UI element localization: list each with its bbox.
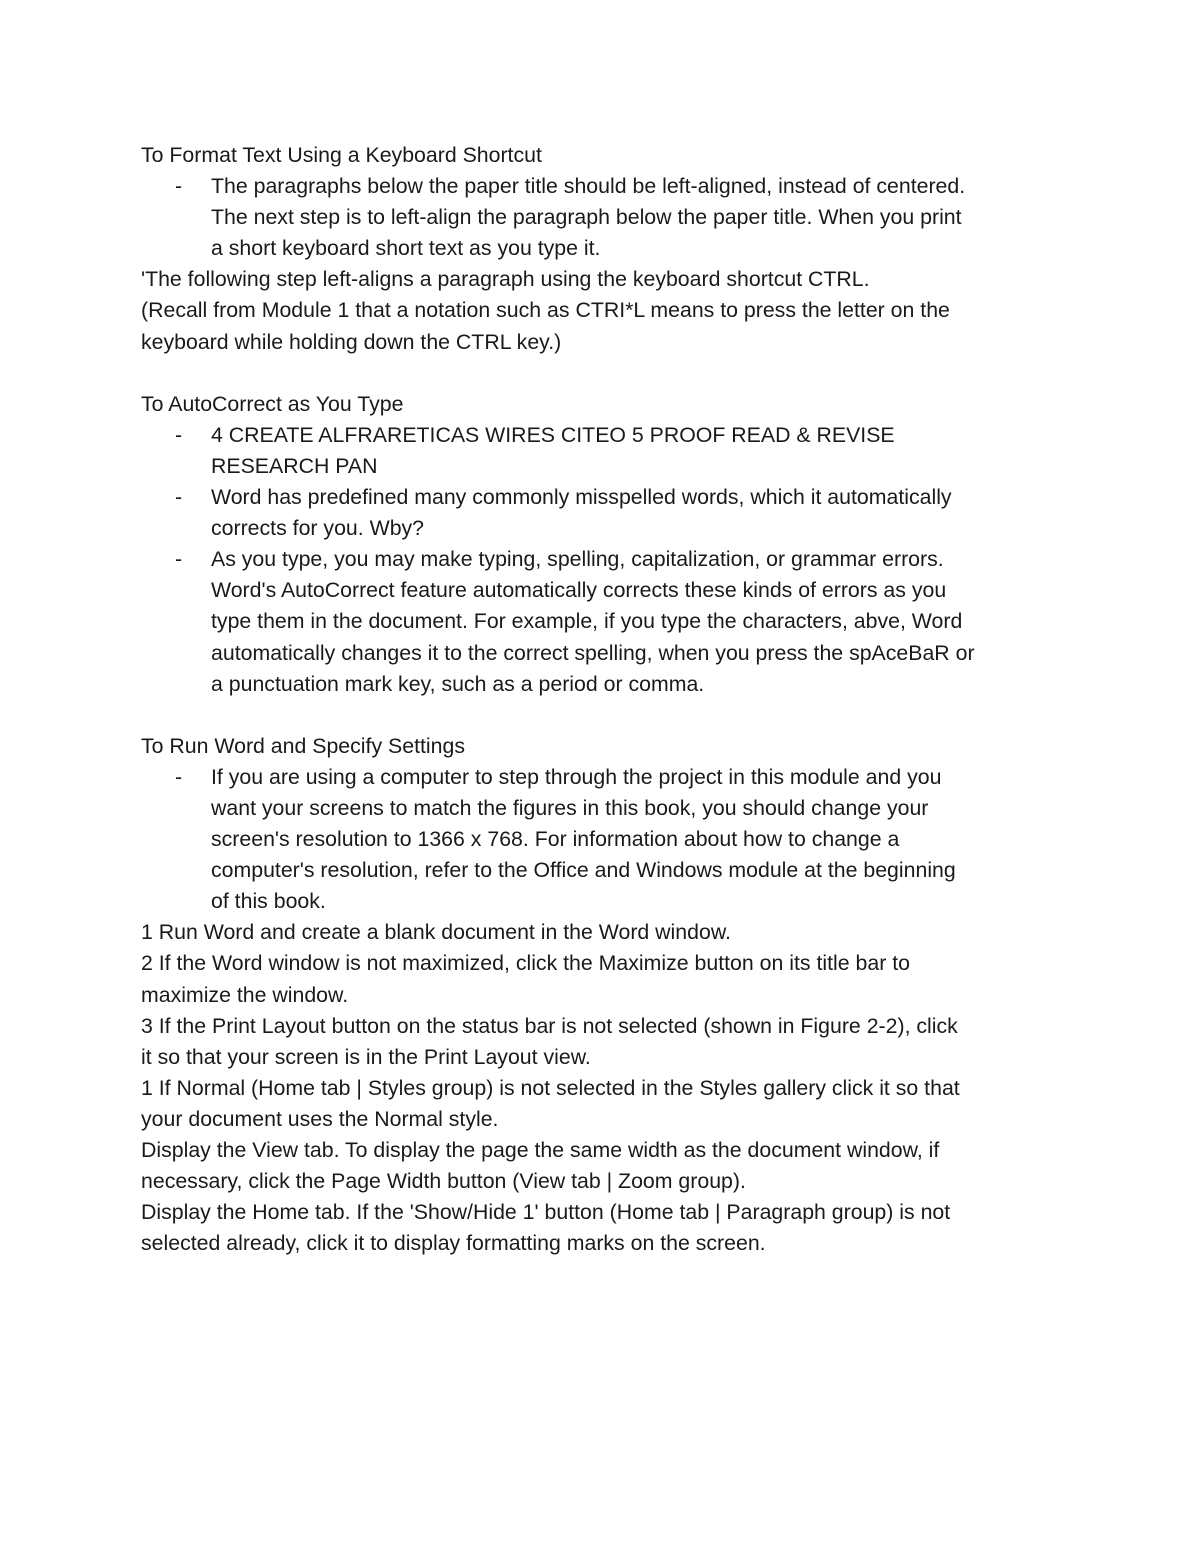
paragraph-line: selected already, click it to display formatting marks on the screen. [141,1231,766,1256]
bullet-dash: - [175,422,183,447]
paragraph-line: 3 If the Print Layout button on the status bar is not selected (shown in Figure 2-2), click [141,1013,958,1038]
list-item [141,762,1071,917]
text-line: screen's resolution to 1366 x 768. For information about how to change a [211,827,900,852]
bullet-dash: - [175,764,183,789]
text-line: If you are using a computer to step through the project in this module and you [211,764,942,789]
paragraph-line: (Recall from Module 1 that a notation such as CTRI*L means to press the letter on the [141,298,950,323]
text-line: Word's AutoCorrect feature automatically corrects these kinds of errors as you [211,578,947,603]
list-item [141,420,1071,482]
text-line: 4 CREATE ALFRARETICAS WIRES CITEO 5 PROOF READ & REVISE [211,422,895,447]
blank-line [141,700,1071,731]
text-line: The paragraphs below the paper title should be left-aligned, instead of centered. [211,174,966,199]
document-body [141,140,1071,1259]
text-line: corrects for you. Wby? [211,516,425,541]
section1-bullet-list [141,171,1071,264]
text-line: As you type, you may make typing, spelling, capitalization, or grammar errors. [211,547,944,572]
paragraph-line: your document uses the Normal style. [141,1106,499,1131]
paragraph-line: 1 Run Word and create a blank document in the Word window. [141,920,731,945]
paragraph-line: Display the Home tab. If the 'Show/Hide 1' button (Home tab | Paragraph group) is not [141,1200,951,1225]
text-line: want your screens to match the figures in this book, you should change your [211,795,929,820]
text-line: The next step is to left-align the paragraph below the paper title. When you print [211,205,962,230]
paragraph-line: 2 If the Word window is not maximized, click the Maximize button on its title bar to [141,951,910,976]
bullet-dash: - [175,174,183,199]
paragraph-line: Display the View tab. To display the page the same width as the document window, if [141,1138,940,1162]
text-line: automatically changes it to the correct spelling, when you press the spAceBaR or [211,640,975,665]
list-item [141,482,1071,544]
list-item [141,171,1071,264]
list-item [141,544,1071,699]
text-line: a punctuation mark key, such as a period or comma. [211,671,705,696]
section-heading-autocorrect: To AutoCorrect as You Type [141,391,404,416]
text-line: Word has predefined many commonly misspelled words, which it automatically [211,485,952,510]
paragraph-line: necessary, click the Page Width button (View tab | Zoom group). [141,1169,746,1194]
text-line: computer's resolution, refer to the Office and Windows module at the beginning [211,858,956,883]
bullet-dash: - [175,485,183,510]
paragraph-line: 1 If Normal (Home tab | Styles group) is not selected in the Styles gallery click it so that [141,1075,960,1100]
paragraph-line: 'The following step left-aligns a paragraph using the keyboard shortcut CTRL. [141,267,870,292]
section3-bullet-list [141,762,1071,917]
text-line: RESEARCH PAN [211,453,378,478]
section-heading-run-word: To Run Word and Specify Settings [141,733,465,758]
text-line: a short keyboard short text as you type it. [211,236,601,261]
paragraph-line: keyboard while holding down the CTRL key.) [141,329,562,354]
section2-bullet-list [141,420,1071,700]
bullet-dash: - [175,547,183,572]
section-heading-format-text: To Format Text Using a Keyboard Shortcut [141,143,542,167]
text-line: of this book. [211,889,326,914]
blank-line [141,358,1071,389]
paragraph-line: maximize the window. [141,982,349,1007]
text-line: type them in the document. For example, if you type the characters, abve, Word [211,609,963,634]
paragraph-line: it so that your screen is in the Print Layout view. [141,1044,591,1069]
